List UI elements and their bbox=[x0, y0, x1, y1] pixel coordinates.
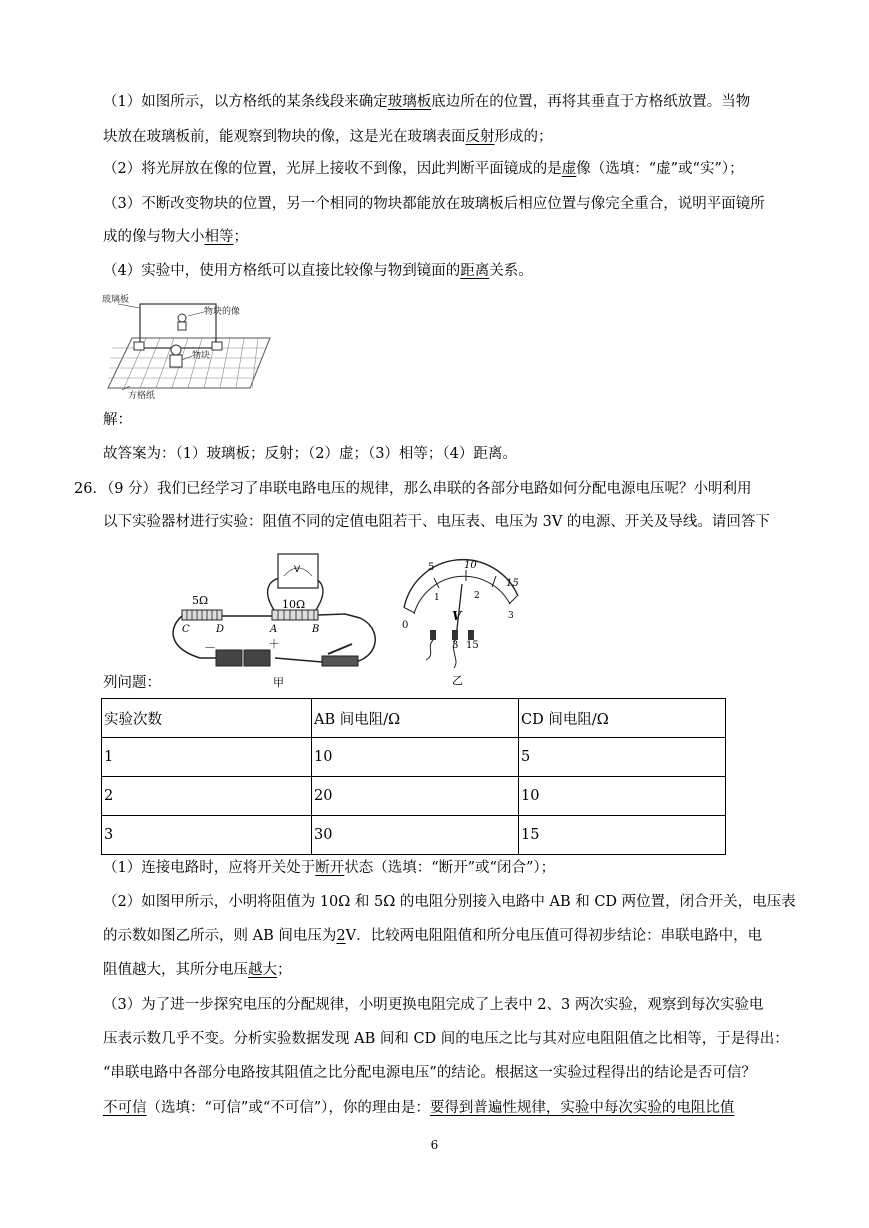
table-row bbox=[102, 777, 726, 816]
text: ； bbox=[277, 962, 292, 978]
text: 底边所在的位置，再将其垂直于方格纸放置。当物 bbox=[431, 94, 751, 110]
table-header: CD 间电阻/Ω bbox=[519, 699, 726, 738]
text: （4）实验中，使用方格纸可以直接比较像与物到镜面的 bbox=[103, 263, 461, 279]
q26-p2-line2 bbox=[103, 926, 762, 946]
text: （1）连接电路时，应将开关处于 bbox=[103, 860, 316, 876]
answer-blank: 相等 bbox=[204, 229, 234, 245]
image-label: 物块的像 bbox=[204, 307, 241, 317]
q26-intro-line3: 列问题： bbox=[103, 675, 161, 691]
q26-p3-line4 bbox=[103, 1098, 734, 1118]
text: 阻值越大，其所分电压 bbox=[103, 962, 248, 978]
tick-15: 15 bbox=[506, 578, 519, 589]
caption-yi: 乙 bbox=[452, 674, 463, 686]
terminal-d: D bbox=[216, 624, 225, 635]
minus-sign: － bbox=[204, 641, 217, 655]
answer-blank: 越大 bbox=[248, 962, 277, 978]
voltmeter-figure-yi bbox=[396, 556, 526, 686]
dial-v: V bbox=[452, 609, 462, 623]
text: 状态（选填：“断开”或“闭合”）； bbox=[344, 860, 556, 876]
q25-p1-line2 bbox=[103, 127, 553, 147]
solution-label: 解： bbox=[103, 412, 132, 428]
tick-5: 5 bbox=[428, 562, 435, 573]
answer-blank: 玻璃板 bbox=[387, 94, 432, 110]
q26-p2-line3 bbox=[103, 960, 292, 980]
q25-p4 bbox=[103, 261, 533, 281]
text: V．比较两电阻阻值和所分电压值可得初步结论：串联电路中，电 bbox=[345, 928, 763, 944]
block-label: 物块 bbox=[192, 351, 211, 361]
voltmeter-label: V bbox=[294, 565, 301, 575]
mirror-experiment-figure bbox=[100, 290, 280, 402]
table-cell: 30 bbox=[312, 816, 519, 855]
answer-blank: 距离 bbox=[460, 263, 490, 279]
table-cell: 1 bbox=[102, 738, 312, 777]
table-row bbox=[102, 738, 726, 777]
glass-label: 玻璃板 bbox=[102, 295, 130, 305]
text: （选填：“可信”或“不可信”），你的理由是： bbox=[146, 1100, 430, 1116]
text: （1）如图所示，以方格纸的某条线段来确定 bbox=[103, 94, 388, 110]
q25-p3-line2 bbox=[103, 227, 248, 247]
resistance-table bbox=[101, 698, 726, 855]
paper-label: 方格纸 bbox=[128, 391, 156, 401]
q26-p2-line1: （2）如图甲所示，小明将阻值为 10Ω 和 5Ω 的电阻分别接入电路中 AB 和 CD 两位置，闭合开关，电压表 bbox=[103, 894, 796, 910]
table-cell: 20 bbox=[312, 777, 519, 816]
r2-label: 10Ω bbox=[282, 598, 306, 611]
terminal-a: A bbox=[270, 624, 278, 635]
tick-1: 1 bbox=[434, 593, 440, 603]
q25-p3-line1 bbox=[103, 194, 765, 214]
answer-blank: 要得到普遍性规律，实验中每次实验的电阻比值 bbox=[429, 1100, 735, 1116]
tick-3: 3 bbox=[508, 611, 514, 621]
text: （3）不断改变物块的位置，另一个相同的物块都能放在玻璃板后相应位置与像完全重合，说明平面镜所 bbox=[103, 196, 765, 212]
tick-0: 0 bbox=[402, 620, 409, 631]
text: 的示数如图乙所示，则 AB 间电压为 bbox=[103, 928, 337, 944]
text: 像（选填：“虚”或“实”）； bbox=[576, 161, 744, 177]
answer-blank: 反射 bbox=[465, 129, 495, 145]
terminal-c: C bbox=[182, 624, 190, 635]
table-cell: 3 bbox=[102, 816, 312, 855]
q25-answer: 故答案为：（1）玻璃板；反射；（2）虚；（3）相等；（4）距离。 bbox=[103, 446, 517, 462]
plus-sign: ＋ bbox=[268, 637, 281, 651]
text: 关系。 bbox=[489, 263, 533, 279]
q26-intro-line2: 以下实验器材进行实验：阻值不同的定值电阻若干、电压表、电压为 3V 的电源、开关及导线。请回答下 bbox=[103, 514, 770, 530]
tick-10: 10 bbox=[464, 560, 477, 571]
caption-jia: 甲 bbox=[273, 676, 284, 688]
tick-2: 2 bbox=[474, 591, 480, 601]
text: （2）将光屏放在像的位置，光屏上接收不到像，因此判断平面镜成的是 bbox=[103, 161, 562, 177]
table-cell: 10 bbox=[519, 777, 726, 816]
terminal-b: B bbox=[312, 624, 320, 635]
q26-p3-line1: （3）为了进一步探究电压的分配规律，小明更换电阻完成了上表中 2、3 两次实验，观察到每次实验电 bbox=[103, 997, 764, 1013]
table-cell: 2 bbox=[102, 777, 312, 816]
text: 成的像与物大小 bbox=[103, 229, 205, 245]
table-row bbox=[102, 816, 726, 855]
q26-p3-line3: “串联电路中各部分电路按其阻值之比分配电源电压”的结论。根据这一实验过程得出的结论是否可信？ bbox=[103, 1065, 756, 1081]
text: 块放在玻璃板前，能观察到物块的像，这是光在玻璃表面 bbox=[103, 129, 466, 145]
table-header: AB 间电阻/Ω bbox=[312, 699, 519, 738]
answer-blank: 断开 bbox=[315, 860, 345, 876]
q26-p1 bbox=[103, 858, 555, 878]
r1-label: 5Ω bbox=[192, 594, 209, 607]
circuit-figure-jia bbox=[160, 548, 385, 688]
q26-intro-line1: 26．（9 分）我们已经学习了串联电路电压的规律，那么串联的各部分电路如何分配电源电压呢？小明利用 bbox=[74, 481, 752, 497]
answer-blank: 虚 bbox=[561, 161, 577, 177]
text: 形成的； bbox=[494, 129, 553, 145]
page-number: 6 bbox=[430, 1138, 439, 1152]
terminal-15: 15 bbox=[466, 640, 479, 651]
answer-blank: 2 bbox=[336, 928, 346, 944]
table-header-row bbox=[102, 699, 726, 738]
table-cell: 15 bbox=[519, 816, 726, 855]
table-header: 实验次数 bbox=[102, 699, 312, 738]
table-cell: 5 bbox=[519, 738, 726, 777]
q25-p2 bbox=[103, 159, 744, 179]
table-cell: 10 bbox=[312, 738, 519, 777]
q25-p1-line1 bbox=[103, 92, 750, 112]
text: ； bbox=[233, 229, 248, 245]
answer-blank: 不可信 bbox=[103, 1100, 147, 1116]
terminal-3: 3 bbox=[452, 640, 459, 651]
q26-p3-line2: 压表示数几乎不变。分析实验数据发现 AB 间和 CD 间的电压之比与其对应电阻阻值之比相等，于是得出： bbox=[103, 1031, 789, 1047]
